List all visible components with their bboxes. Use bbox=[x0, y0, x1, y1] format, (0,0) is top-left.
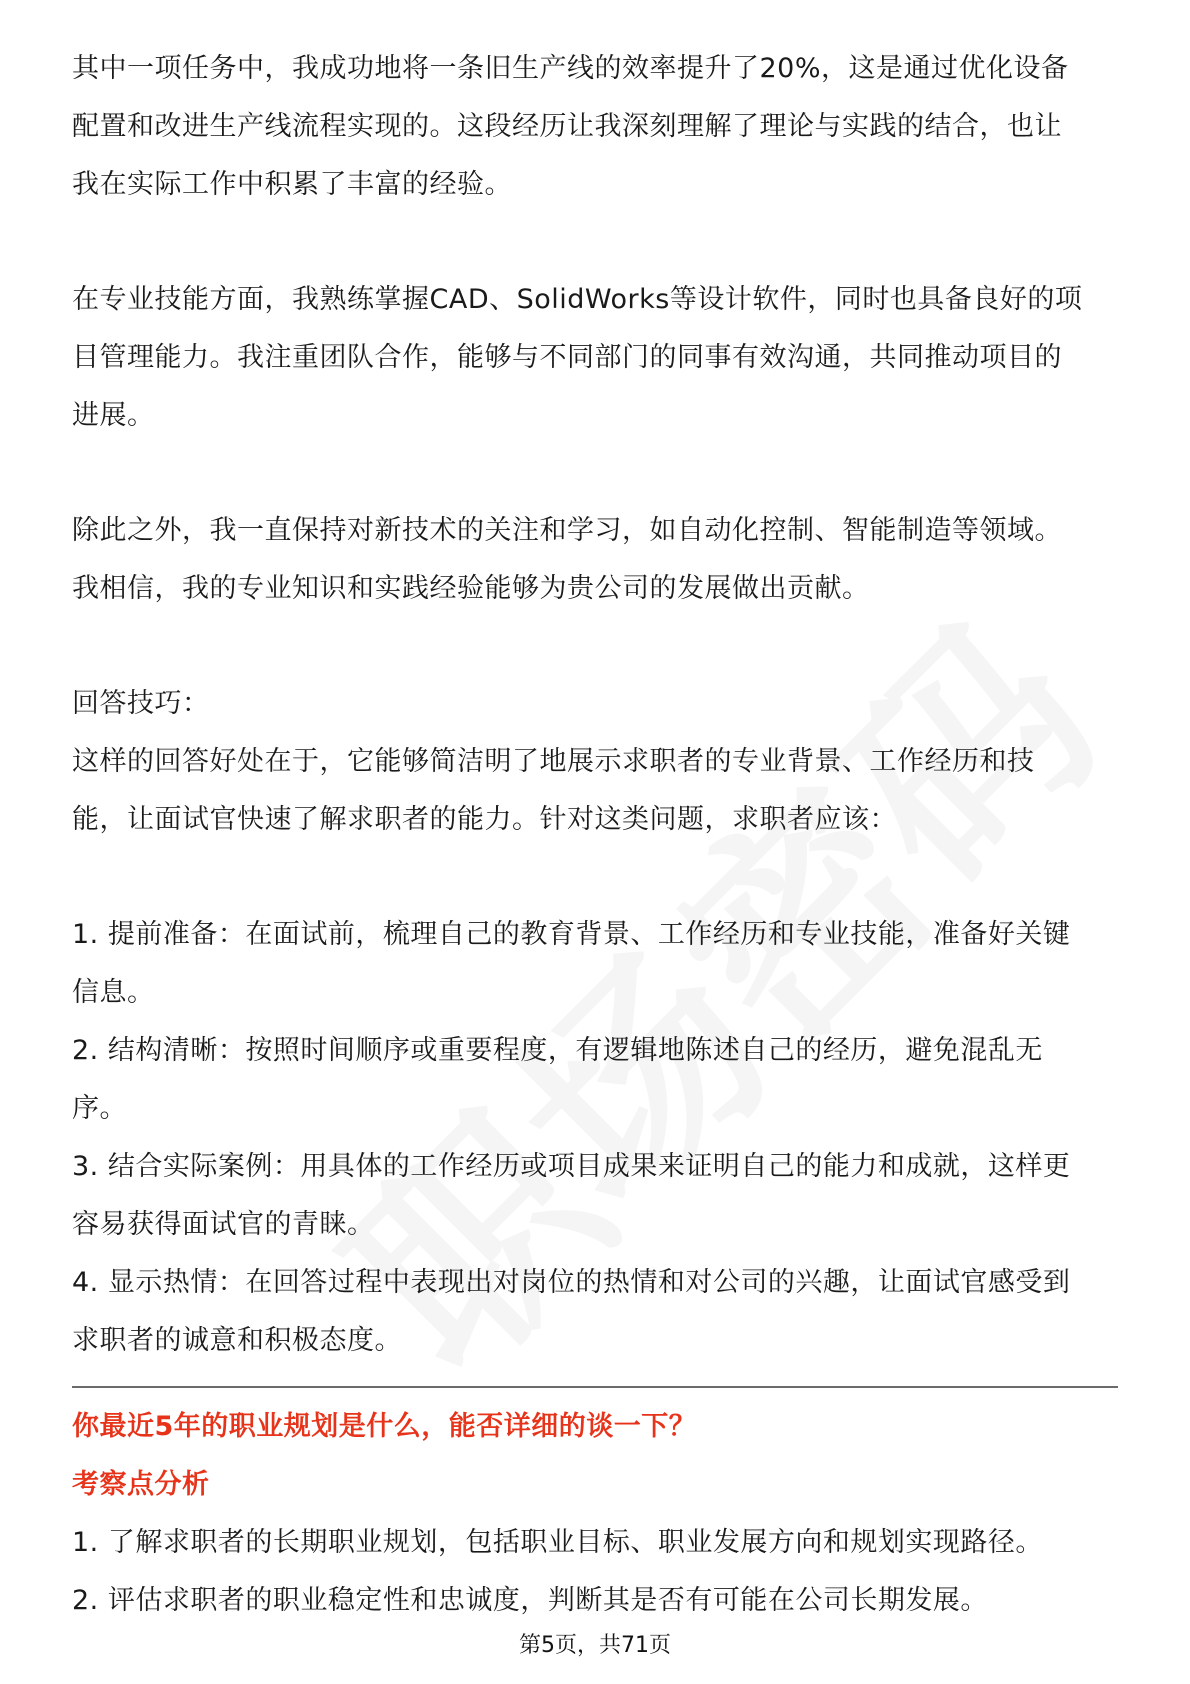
tips-section bbox=[72, 675, 1118, 1370]
list-item: 1. 了解求职者的长期职业规划，包括职业目标、职业发展方向和规划实现路径。 bbox=[72, 1527, 1043, 1558]
text-line: 其中一项任务中，我成功地将一条旧生产线的效率提升了20%，这是通过优化设备 bbox=[72, 53, 1069, 84]
text-line: 求职者的诚意和积极态度。 bbox=[72, 1325, 402, 1356]
list-item bbox=[72, 1254, 1118, 1370]
text-line: 配置和改进生产线流程实现的。这段经历让我深刻理解了理论与实践的结合，也让 bbox=[72, 111, 1062, 142]
list-item bbox=[72, 1022, 1118, 1138]
text-line: 我相信，我的专业知识和实践经验能够为贵公司的发展做出贡献。 bbox=[72, 573, 870, 604]
text-line: 容易获得面试官的青睐。 bbox=[72, 1209, 375, 1240]
paragraph-skills bbox=[72, 271, 1118, 445]
question-section bbox=[72, 1398, 1118, 1630]
text-line: 除此之外，我一直保持对新技术的关注和学习，如自动化控制、智能制造等领域。 bbox=[72, 515, 1062, 546]
text-line: 我在实际工作中积累了丰富的经验。 bbox=[72, 169, 512, 200]
tips-heading: 回答技巧： bbox=[72, 688, 210, 719]
section-divider bbox=[72, 1386, 1118, 1388]
text-line: 这样的回答好处在于，它能够简洁明了地展示求职者的专业背景、工作经历和技 bbox=[72, 746, 1035, 777]
document-page bbox=[72, 40, 1118, 1630]
text-line: 1. 提前准备：在面试前，梳理自己的教育背景、工作经历和专业技能，准备好关键 bbox=[72, 919, 1071, 950]
text-line: 4. 显示热情：在回答过程中表现出对岗位的热情和对公司的兴趣，让面试官感受到 bbox=[72, 1267, 1071, 1298]
text-line: 序。 bbox=[72, 1093, 127, 1124]
tips-list bbox=[72, 906, 1118, 1370]
paragraph-learning bbox=[72, 502, 1118, 618]
analysis-heading: 考察点分析 bbox=[72, 1469, 210, 1500]
text-line: 在专业技能方面，我熟练掌握CAD、SolidWorks等设计软件，同时也具备良好的项 bbox=[72, 284, 1083, 315]
question-title: 你最近5年的职业规划是什么，能否详细的谈一下？ bbox=[72, 1411, 697, 1442]
page-number: 第5页，共71页 bbox=[519, 1633, 671, 1658]
text-line: 能，让面试官快速了解求职者的能力。针对这类问题，求职者应该： bbox=[72, 804, 897, 835]
text-line: 目管理能力。我注重团队合作，能够与不同部门的同事有效沟通，共同推动项目的 bbox=[72, 342, 1062, 373]
list-item bbox=[72, 906, 1118, 1022]
text-line: 2. 结构清晰：按照时间顺序或重要程度，有逻辑地陈述自己的经历，避免混乱无 bbox=[72, 1035, 1043, 1066]
text-line: 信息。 bbox=[72, 977, 155, 1008]
list-item bbox=[72, 1138, 1118, 1254]
text-line: 进展。 bbox=[72, 400, 155, 431]
paragraph-experience bbox=[72, 40, 1118, 214]
text-line: 3. 结合实际案例：用具体的工作经历或项目成果来证明自己的能力和成就，这样更 bbox=[72, 1151, 1071, 1182]
list-item: 2. 评估求职者的职业稳定性和忠诚度，判断其是否有可能在公司长期发展。 bbox=[72, 1585, 988, 1616]
